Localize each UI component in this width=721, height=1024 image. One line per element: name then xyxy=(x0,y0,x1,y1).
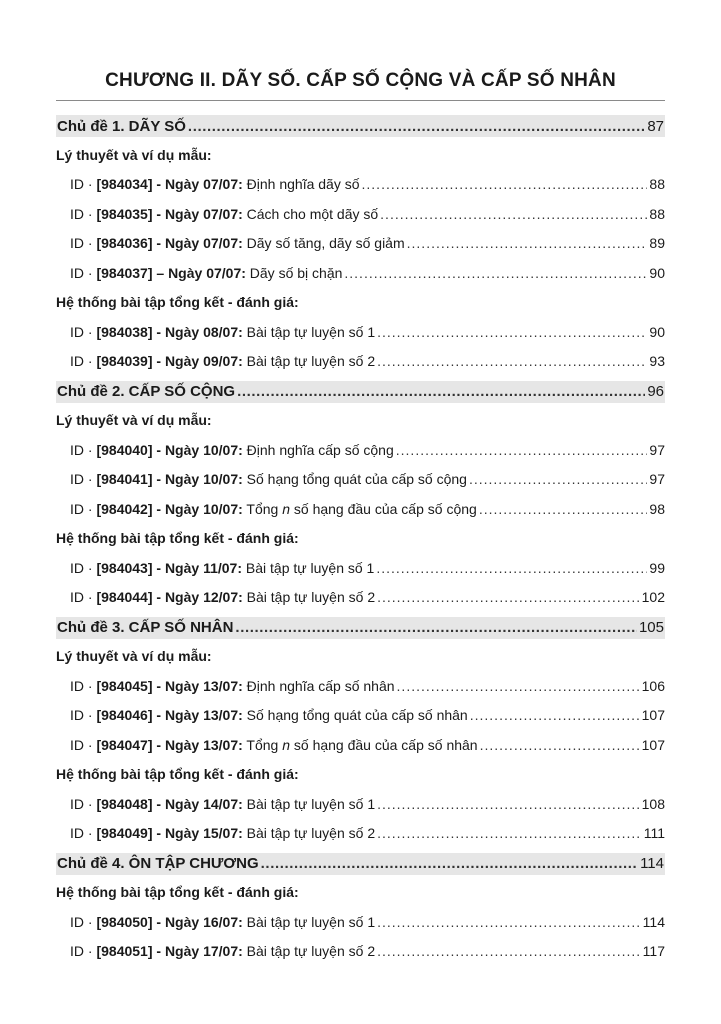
entry-id-prefix: ID · xyxy=(70,589,97,605)
entry-code: [984049] xyxy=(96,825,153,841)
entry-id-prefix: ID · xyxy=(70,205,97,222)
page-number: 107 xyxy=(641,707,665,723)
page-number: 97 xyxy=(649,441,665,458)
page-number: 87 xyxy=(647,117,664,135)
dot-leader xyxy=(469,471,647,487)
entry-label xyxy=(70,707,468,723)
entry-id-prefix: ID · xyxy=(70,736,97,753)
entry-code: [984038] xyxy=(96,323,153,340)
page-number: 99 xyxy=(649,559,665,576)
toc-entry[interactable] xyxy=(70,825,665,841)
topic-title: Chủ đề 2. CẤP SỐ CỘNG xyxy=(57,383,236,400)
entry-code: [984041] xyxy=(96,471,153,487)
page-number: 98 xyxy=(649,500,665,517)
entry-code: [984048] xyxy=(96,795,153,812)
page-number: 96 xyxy=(647,383,664,400)
page-number: 105 xyxy=(638,619,664,636)
entry-title: Bài tập tự luyện số 2 xyxy=(242,353,376,369)
toc-entry[interactable] xyxy=(70,560,665,576)
entry-id-prefix: ID · xyxy=(70,943,97,959)
topic-title: Chủ đề 1. DÃY SỐ xyxy=(57,117,186,135)
section-heading: Lý thuyết và ví dụ mẫu: xyxy=(56,146,212,163)
page-number: 108 xyxy=(641,795,665,812)
entry-id-prefix: ID · xyxy=(70,500,97,517)
entry-title-variable: n xyxy=(282,736,290,753)
entry-code: [984047] xyxy=(96,736,153,753)
toc-entry[interactable] xyxy=(70,796,665,812)
topic-row[interactable] xyxy=(56,617,665,639)
dot-leader xyxy=(376,560,647,576)
entry-title: Bài tập tự luyện số 1 xyxy=(242,323,376,340)
dot-leader xyxy=(480,737,640,753)
dot-leader xyxy=(470,707,640,723)
entry-label xyxy=(70,560,374,576)
topic-title: Chủ đề 3. CẤP SỐ NHÂN xyxy=(57,619,234,636)
entry-id-prefix: ID · xyxy=(70,235,97,251)
toc-entry[interactable] xyxy=(70,914,665,930)
entry-code: [984051] xyxy=(96,943,153,959)
section-heading: Lý thuyết và ví dụ mẫu: xyxy=(56,648,212,664)
page-number: 93 xyxy=(649,353,665,369)
entry-code: [984039] xyxy=(96,353,153,369)
page-number: 117 xyxy=(642,943,665,959)
topic-row[interactable] xyxy=(56,381,665,403)
entry-code: [984046] xyxy=(96,707,153,723)
toc-entry[interactable] xyxy=(70,442,665,458)
entry-label xyxy=(70,825,375,841)
title-divider xyxy=(56,100,665,101)
entry-title: Bài tập tự luyện số 2 xyxy=(242,825,376,841)
page-number: 114 xyxy=(642,913,665,930)
section-heading: Hệ thống bài tập tổng kết - đánh giá: xyxy=(56,530,299,546)
page-number: 88 xyxy=(649,176,665,192)
entry-label xyxy=(70,914,375,930)
dot-leader xyxy=(344,265,647,281)
entry-id-prefix: ID · xyxy=(70,471,97,487)
entry-code: [984034] xyxy=(96,176,153,192)
entry-date: - Ngày 14/07: xyxy=(152,795,243,812)
dot-leader xyxy=(479,501,648,517)
entry-label xyxy=(70,501,477,517)
dot-leader xyxy=(377,589,640,605)
entry-label xyxy=(70,796,375,812)
toc-entry[interactable] xyxy=(70,324,665,340)
dot-leader xyxy=(377,943,641,959)
page-number: 106 xyxy=(641,677,665,694)
entry-title: Bài tập tự luyện số 1 xyxy=(242,795,376,812)
entry-date: - Ngày 13/07: xyxy=(152,736,243,753)
entry-code: [984037] xyxy=(96,264,153,281)
entry-label xyxy=(70,737,478,753)
toc-entry[interactable] xyxy=(70,471,665,487)
entry-title: Cách cho một dãy số xyxy=(242,205,379,222)
entry-title: Dãy số bị chặn xyxy=(245,264,343,281)
dot-leader xyxy=(237,383,645,400)
page-number: 89 xyxy=(649,235,665,251)
dot-leader xyxy=(377,353,647,369)
entry-id-prefix: ID · xyxy=(70,323,97,340)
entry-date: - Ngày 07/07: xyxy=(152,176,243,192)
entry-date: - Ngày 09/07: xyxy=(152,353,243,369)
entry-code: [984043] xyxy=(96,559,153,576)
entry-label xyxy=(70,265,342,281)
dot-leader xyxy=(407,235,648,251)
entry-title: Số hạng tổng quát của cấp số cộng xyxy=(242,471,467,487)
section-heading: Hệ thống bài tập tổng kết - đánh giá: xyxy=(56,884,299,900)
toc-entry[interactable] xyxy=(70,206,665,222)
entry-date: - Ngày 10/07: xyxy=(152,441,243,458)
dot-leader xyxy=(235,619,637,636)
entry-date: - Ngày 16/07: xyxy=(152,913,243,930)
toc-entry[interactable] xyxy=(70,707,665,723)
entry-label xyxy=(70,206,378,222)
entry-label xyxy=(70,678,395,694)
entry-title: Bài tập tự luyện số 1 xyxy=(242,559,375,576)
entry-label xyxy=(70,176,360,192)
toc-entry[interactable] xyxy=(70,589,665,605)
entry-label xyxy=(70,943,375,959)
entry-id-prefix: ID · xyxy=(70,677,97,694)
dot-leader xyxy=(380,206,647,222)
entry-title: Bài tập tự luyện số 2 xyxy=(242,589,376,605)
entry-title: Số hạng tổng quát của cấp số nhân xyxy=(242,707,468,723)
entry-title-variable: n xyxy=(282,500,290,517)
page-number: 111 xyxy=(643,825,665,841)
entry-date: - Ngày 10/07: xyxy=(152,471,243,487)
section-heading: Lý thuyết và ví dụ mẫu: xyxy=(56,412,212,428)
page-number: 107 xyxy=(641,736,665,753)
dot-leader xyxy=(396,442,648,458)
entry-id-prefix: ID · xyxy=(70,264,97,281)
entry-date: - Ngày 10/07: xyxy=(152,500,243,517)
entry-title: Định nghĩa cấp số cộng xyxy=(242,441,394,458)
toc-entry[interactable] xyxy=(70,501,665,517)
entry-date: - Ngày 08/07: xyxy=(152,323,243,340)
entry-date: - Ngày 13/07: xyxy=(152,707,243,723)
entry-code: [984042] xyxy=(96,500,153,517)
entry-id-prefix: ID · xyxy=(70,795,97,812)
dot-leader xyxy=(362,176,648,192)
topic-row[interactable] xyxy=(56,115,665,137)
entry-id-prefix: ID · xyxy=(70,176,97,192)
entry-id-prefix: ID · xyxy=(70,825,97,841)
entry-title: Dãy số tăng, dãy số giảm xyxy=(242,235,405,251)
entry-date: - Ngày 17/07: xyxy=(152,943,243,959)
entry-code: [984036] xyxy=(96,235,153,251)
entry-code: [984035] xyxy=(96,205,153,222)
entry-title: Định nghĩa cấp số nhân xyxy=(242,677,395,694)
dot-leader xyxy=(397,678,640,694)
entry-label xyxy=(70,353,375,369)
entry-date: - Ngày 12/07: xyxy=(152,589,243,605)
entry-title: Tổng xyxy=(242,736,283,753)
toc-entry[interactable] xyxy=(70,678,665,694)
dot-leader xyxy=(377,324,647,340)
entry-label xyxy=(70,589,375,605)
entry-date: - Ngày 07/07: xyxy=(152,205,243,222)
entry-code: [984045] xyxy=(96,677,153,694)
toc-entry[interactable] xyxy=(70,176,665,192)
entry-date: - Ngày 13/07: xyxy=(152,677,243,694)
entry-label xyxy=(70,442,394,458)
entry-label xyxy=(70,471,467,487)
entry-date: - Ngày 15/07: xyxy=(152,825,243,841)
page-number: 102 xyxy=(641,589,665,605)
entry-id-prefix: ID · xyxy=(70,913,97,930)
topic-row[interactable] xyxy=(56,853,665,875)
dot-leader xyxy=(377,825,642,841)
topic-title: Chủ đề 4. ÔN TẬP CHƯƠNG xyxy=(57,855,259,872)
toc-entry[interactable] xyxy=(70,737,665,753)
page-number: 114 xyxy=(640,855,664,872)
entry-title: Bài tập tự luyện số 2 xyxy=(242,943,376,959)
entry-id-prefix: ID · xyxy=(70,353,97,369)
entry-code: [984040] xyxy=(96,441,153,458)
section-heading: Hệ thống bài tập tổng kết - đánh giá: xyxy=(56,766,299,782)
entry-label xyxy=(70,235,405,251)
entry-title-rest: số hạng đầu của cấp số cộng xyxy=(290,500,477,517)
dot-leader xyxy=(188,118,645,135)
page-number: 97 xyxy=(649,471,665,487)
section-heading: Hệ thống bài tập tổng kết - đánh giá: xyxy=(56,294,299,310)
entry-date: – Ngày 07/07: xyxy=(152,264,246,281)
entry-title: Tổng xyxy=(242,500,283,517)
entry-title: Định nghĩa dãy số xyxy=(242,176,360,192)
page-number: 90 xyxy=(649,323,665,340)
entry-code: [984050] xyxy=(96,913,153,930)
entry-label xyxy=(70,324,375,340)
entry-id-prefix: ID · xyxy=(70,441,97,458)
dot-leader xyxy=(377,796,640,812)
toc-entry[interactable] xyxy=(70,943,665,959)
entry-title-rest: số hạng đầu của cấp số nhân xyxy=(290,736,478,753)
entry-title: Bài tập tự luyện số 1 xyxy=(242,913,376,930)
toc-entry[interactable] xyxy=(70,235,665,251)
chapter-title: CHƯƠNG II. DÃY SỐ. CẤP SỐ CỘNG VÀ CẤP SỐ NHÂN xyxy=(105,70,616,91)
toc-entry[interactable] xyxy=(70,265,665,281)
entry-id-prefix: ID · xyxy=(70,559,97,576)
dot-leader xyxy=(377,914,641,930)
entry-date: - Ngày 11/07: xyxy=(152,559,242,576)
page-number: 90 xyxy=(649,264,665,281)
dot-leader xyxy=(261,855,638,872)
entry-date: - Ngày 07/07: xyxy=(152,235,243,251)
toc-entry[interactable] xyxy=(70,353,665,369)
entry-id-prefix: ID · xyxy=(70,707,97,723)
page-number: 88 xyxy=(649,205,665,222)
entry-code: [984044] xyxy=(96,589,153,605)
